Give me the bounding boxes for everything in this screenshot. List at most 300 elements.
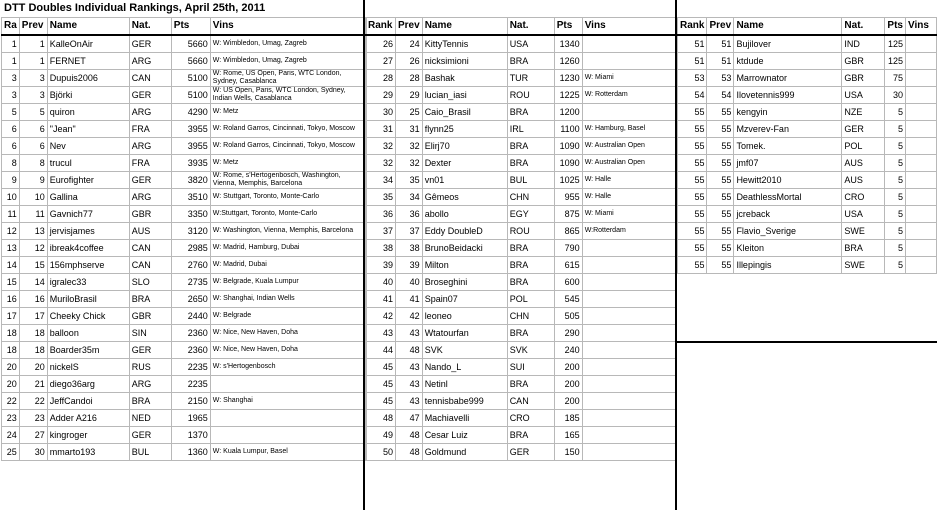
prev-cell: 55 [707, 189, 734, 206]
wins-cell: W: Halle [582, 189, 676, 206]
rank-cell: 29 [366, 87, 396, 104]
rank-cell: 13 [2, 240, 20, 257]
name-cell: Cheeky Chick [47, 308, 129, 325]
table-row [678, 189, 937, 206]
wins-cell [582, 376, 676, 393]
name-cell: Kleiton [734, 240, 842, 257]
prev-cell: 22 [19, 393, 47, 410]
pts-cell: 150 [554, 444, 582, 461]
rank-cell: 30 [366, 104, 396, 121]
name-cell: Eurofighter [47, 172, 129, 189]
prev-cell: 55 [707, 104, 734, 121]
prev-cell: 28 [396, 70, 423, 87]
prev-cell: 35 [396, 172, 423, 189]
table-row [2, 410, 367, 427]
pts-cell: 4290 [171, 104, 210, 121]
rank-cell: 28 [366, 70, 396, 87]
wins-cell: W: Nice, New Haven, Doha [210, 325, 366, 342]
nat-cell: AUS [129, 223, 171, 240]
rank-cell: 35 [366, 189, 396, 206]
pts-cell: 2360 [171, 342, 210, 359]
nat-cell: BUL [129, 444, 171, 461]
pts-cell: 615 [554, 257, 582, 274]
pts-cell: 505 [554, 308, 582, 325]
nat-cell: AUS [842, 172, 885, 189]
table-row [2, 427, 367, 444]
wins-cell [905, 87, 936, 104]
col-rank-header: Rank [366, 18, 396, 36]
nat-cell: BUL [507, 172, 554, 189]
prev-cell: 53 [707, 70, 734, 87]
rank-cell: 43 [366, 325, 396, 342]
wins-cell: W: Wimbledon, Umag, Zagreb [210, 53, 366, 70]
wins-cell [905, 257, 936, 274]
name-cell: Caio_Brasil [422, 104, 507, 121]
pts-cell: 875 [554, 206, 582, 223]
wins-cell [905, 121, 936, 138]
wins-cell [905, 223, 936, 240]
rank-cell: 38 [366, 240, 396, 257]
name-cell: Gêmeos [422, 189, 507, 206]
nat-cell: ARG [129, 189, 171, 206]
nat-cell: CHN [507, 308, 554, 325]
wins-cell [210, 410, 366, 427]
nat-cell: CAN [507, 393, 554, 410]
wins-cell [582, 444, 676, 461]
wins-cell: W: Metz [210, 155, 366, 172]
prev-cell: 51 [707, 53, 734, 70]
nat-cell: GER [129, 35, 171, 53]
table-row [678, 206, 937, 223]
pts-cell: 3510 [171, 189, 210, 206]
nat-cell: ROU [507, 223, 554, 240]
pts-cell: 1225 [554, 87, 582, 104]
nat-cell: SWE [842, 257, 885, 274]
prev-cell: 43 [396, 376, 423, 393]
nat-cell: NZE [842, 104, 885, 121]
rank-cell: 44 [366, 342, 396, 359]
table-row [366, 87, 677, 104]
pts-cell: 790 [554, 240, 582, 257]
name-cell: Adder A216 [47, 410, 129, 427]
prev-cell: 48 [396, 427, 423, 444]
wins-cell: W: Madrid, Hamburg, Dubai [210, 240, 366, 257]
table-row [2, 138, 367, 155]
col-name-header: Name [47, 18, 129, 36]
pts-cell: 5 [885, 257, 906, 274]
name-cell: tennisbabe999 [422, 393, 507, 410]
prev-cell: 47 [396, 410, 423, 427]
prev-cell: 3 [19, 87, 47, 104]
nat-cell: CAN [129, 240, 171, 257]
rank-cell: 22 [2, 393, 20, 410]
prev-cell: 18 [19, 325, 47, 342]
rank-cell: 10 [2, 189, 20, 206]
table-row [2, 104, 367, 121]
rank-cell: 55 [678, 155, 707, 172]
rank-cell: 18 [2, 342, 20, 359]
pts-cell: 165 [554, 427, 582, 444]
wins-cell [905, 70, 936, 87]
table-row [2, 393, 367, 410]
table-row [366, 189, 677, 206]
rank-cell: 3 [2, 87, 20, 104]
nat-cell: CRO [507, 410, 554, 427]
pts-cell: 2985 [171, 240, 210, 257]
table-row [678, 87, 937, 104]
table-row [366, 206, 677, 223]
col-nat-header: Nat. [842, 18, 885, 36]
rank-cell: 27 [366, 53, 396, 70]
pts-cell: 5 [885, 138, 906, 155]
pts-cell: 2760 [171, 257, 210, 274]
wins-cell [905, 138, 936, 155]
nat-cell: BRA [507, 274, 554, 291]
nat-cell: IND [842, 35, 885, 53]
prev-cell: 20 [19, 359, 47, 376]
prev-cell: 30 [19, 444, 47, 461]
wins-cell [210, 376, 366, 393]
rank-cell: 24 [2, 427, 20, 444]
prev-cell: 24 [396, 35, 423, 53]
name-cell: nicksimioni [422, 53, 507, 70]
pts-cell: 30 [885, 87, 906, 104]
pts-cell: 2235 [171, 376, 210, 393]
name-cell: Nando_L [422, 359, 507, 376]
name-cell: vn01 [422, 172, 507, 189]
col-wins-header: Vins [582, 18, 676, 36]
pts-cell: 1100 [554, 121, 582, 138]
wins-cell: W: Belgrade, Kuala Lumpur [210, 274, 366, 291]
rank-cell: 36 [366, 206, 396, 223]
table-row [366, 155, 677, 172]
rank-cell: 49 [366, 427, 396, 444]
table-row [2, 87, 367, 104]
wins-cell: W: s'Hertogenbosch [210, 359, 366, 376]
prev-cell: 51 [707, 35, 734, 53]
wins-cell [582, 240, 676, 257]
wins-cell [582, 427, 676, 444]
table-row [366, 223, 677, 240]
name-cell: Boarder35m [47, 342, 129, 359]
table-row [366, 325, 677, 342]
table-row [678, 155, 937, 172]
table-row [678, 240, 937, 257]
pts-cell: 1260 [554, 53, 582, 70]
prev-cell: 55 [707, 155, 734, 172]
rank-cell: 5 [2, 104, 20, 121]
table-row [2, 274, 367, 291]
nat-cell: NED [129, 410, 171, 427]
name-cell: Marrownator [734, 70, 842, 87]
table-row [678, 104, 937, 121]
pts-cell: 3820 [171, 172, 210, 189]
block-divider [675, 0, 677, 510]
wins-cell: W: Shanghai [210, 393, 366, 410]
col-wins-header: Vins [210, 18, 366, 36]
table-row [366, 342, 677, 359]
nat-cell: BRA [507, 376, 554, 393]
rank-cell: 55 [678, 138, 707, 155]
table-row [678, 172, 937, 189]
prev-cell: 55 [707, 257, 734, 274]
rank-cell: 20 [2, 359, 20, 376]
name-cell: jervisjames [47, 223, 129, 240]
wins-cell: W: Roland Garros, Cincinnati, Tokyo, Moscow [210, 138, 366, 155]
pts-cell: 75 [885, 70, 906, 87]
pts-cell: 3955 [171, 138, 210, 155]
wins-cell [905, 189, 936, 206]
wins-cell: W: Australian Open [582, 155, 676, 172]
table-row [2, 240, 367, 257]
rank-cell: 39 [366, 257, 396, 274]
rank-cell: 42 [366, 308, 396, 325]
wins-cell [582, 53, 676, 70]
prev-cell: 55 [707, 240, 734, 257]
wins-cell: W: Shanghai, Indian Wells [210, 291, 366, 308]
name-cell: Eddy DoubleD [422, 223, 507, 240]
wins-cell [582, 410, 676, 427]
rank-cell: 31 [366, 121, 396, 138]
rank-cell: 16 [2, 291, 20, 308]
block-divider [363, 0, 365, 510]
col-pts-header: Pts [554, 18, 582, 36]
pts-cell: 2150 [171, 393, 210, 410]
prev-cell: 11 [19, 206, 47, 223]
rank-cell: 55 [678, 257, 707, 274]
nat-cell: IRL [507, 121, 554, 138]
wins-cell: W: Kuala Lumpur, Basel [210, 444, 366, 461]
wins-cell: W: Metz [210, 104, 366, 121]
table-row [366, 376, 677, 393]
nat-cell: CAN [129, 257, 171, 274]
wins-cell [905, 172, 936, 189]
rank-cell: 6 [2, 121, 20, 138]
table-row [366, 138, 677, 155]
col-nat-header: Nat. [507, 18, 554, 36]
nat-cell: CHN [507, 189, 554, 206]
pts-cell: 2735 [171, 274, 210, 291]
name-cell: Gavnich77 [47, 206, 129, 223]
rank-cell: 26 [366, 35, 396, 53]
pts-cell: 5100 [171, 70, 210, 87]
pts-cell: 200 [554, 393, 582, 410]
nat-cell: EGY [507, 206, 554, 223]
table-row [2, 342, 367, 359]
rank-cell: 1 [2, 35, 20, 53]
col-nat-header: Nat. [129, 18, 171, 36]
nat-cell: BRA [507, 257, 554, 274]
wins-cell [905, 35, 936, 53]
block-end-line [677, 341, 937, 343]
rank-cell: 23 [2, 410, 20, 427]
table-row [366, 240, 677, 257]
nat-cell: ARG [129, 104, 171, 121]
rank-cell: 55 [678, 104, 707, 121]
wins-cell: W: Madrid, Dubai [210, 257, 366, 274]
wins-cell: W:Stuttgart, Toronto, Monte-Carlo [210, 206, 366, 223]
name-cell: quiron [47, 104, 129, 121]
nat-cell: BRA [507, 155, 554, 172]
name-cell: Goldmund [422, 444, 507, 461]
pts-cell: 5 [885, 121, 906, 138]
nat-cell: GBR [842, 53, 885, 70]
table-row [2, 172, 367, 189]
name-cell: MuriloBrasil [47, 291, 129, 308]
name-cell: Flavio_Sverige [734, 223, 842, 240]
prev-cell: 39 [396, 257, 423, 274]
name-cell: nickelS [47, 359, 129, 376]
wins-cell [582, 342, 676, 359]
prev-cell: 18 [19, 342, 47, 359]
table-row [366, 257, 677, 274]
wins-cell: W: Rotterdam [582, 87, 676, 104]
table-row [366, 35, 677, 53]
pts-cell: 290 [554, 325, 582, 342]
name-cell: FERNET [47, 53, 129, 70]
prev-cell: 12 [19, 240, 47, 257]
nat-cell: USA [507, 35, 554, 53]
table-row [366, 121, 677, 138]
prev-cell: 31 [396, 121, 423, 138]
name-cell: jmf07 [734, 155, 842, 172]
wins-cell: W: Australian Open [582, 138, 676, 155]
col-prev-header: Prev [707, 18, 734, 36]
table-row [2, 223, 367, 240]
rank-cell: 15 [2, 274, 20, 291]
col-pts-header: Pts [171, 18, 210, 36]
prev-cell: 43 [396, 393, 423, 410]
pts-cell: 1025 [554, 172, 582, 189]
table-row [678, 223, 937, 240]
rank-cell: 41 [366, 291, 396, 308]
table-row [678, 35, 937, 53]
pts-cell: 200 [554, 359, 582, 376]
name-cell: jcreback [734, 206, 842, 223]
wins-cell [905, 206, 936, 223]
name-cell: leoneo [422, 308, 507, 325]
rank-cell: 55 [678, 206, 707, 223]
name-cell: Machiavelli [422, 410, 507, 427]
name-cell: Bujilover [734, 35, 842, 53]
table-row [366, 359, 677, 376]
rank-cell: 32 [366, 138, 396, 155]
prev-cell: 55 [707, 172, 734, 189]
prev-cell: 32 [396, 155, 423, 172]
pts-cell: 200 [554, 376, 582, 393]
name-cell: Björki [47, 87, 129, 104]
wins-cell: W: Wimbledon, Umag, Zagreb [210, 35, 366, 53]
nat-cell: BRA [129, 291, 171, 308]
pts-cell: 545 [554, 291, 582, 308]
pts-cell: 3350 [171, 206, 210, 223]
prev-cell: 8 [19, 155, 47, 172]
nat-cell: ARG [129, 138, 171, 155]
prev-cell: 6 [19, 121, 47, 138]
rank-cell: 20 [2, 376, 20, 393]
prev-cell: 40 [396, 274, 423, 291]
pts-cell: 2360 [171, 325, 210, 342]
table-row [678, 53, 937, 70]
rank-cell: 45 [366, 359, 396, 376]
table-row [678, 121, 937, 138]
pts-cell: 1965 [171, 410, 210, 427]
rank-cell: 55 [678, 223, 707, 240]
prev-cell: 15 [19, 257, 47, 274]
nat-cell: BRA [507, 53, 554, 70]
table-row [2, 325, 367, 342]
prev-cell: 9 [19, 172, 47, 189]
prev-cell: 32 [396, 138, 423, 155]
prev-cell: 55 [707, 223, 734, 240]
name-cell: Netinl [422, 376, 507, 393]
col-pts-header: Pts [885, 18, 906, 36]
wins-cell: W: Washington, Vienna, Memphis, Barcelona [210, 223, 366, 240]
prev-cell: 5 [19, 104, 47, 121]
table-row [366, 427, 677, 444]
nat-cell: BRA [507, 104, 554, 121]
table-row [366, 291, 677, 308]
nat-cell: BRA [842, 240, 885, 257]
col-prev-header: Prev [396, 18, 423, 36]
wins-cell: W: Hamburg, Basel [582, 121, 676, 138]
rank-cell: 55 [678, 121, 707, 138]
nat-cell: BRA [507, 138, 554, 155]
prev-cell: 55 [707, 138, 734, 155]
table-row [2, 206, 367, 223]
pts-cell: 5 [885, 223, 906, 240]
wins-cell: W: Rome, US Open, Paris, WTC London, Sydney, Casablanca [210, 70, 366, 87]
pts-cell: 1340 [554, 35, 582, 53]
col-name-header: Name [734, 18, 842, 36]
table-row [2, 53, 367, 70]
pts-cell: 3120 [171, 223, 210, 240]
pts-cell: 600 [554, 274, 582, 291]
rank-cell: 45 [366, 376, 396, 393]
table-row [2, 121, 367, 138]
wins-cell: W: Roland Garros, Cincinnati, Tokyo, Moscow [210, 121, 366, 138]
pts-cell: 955 [554, 189, 582, 206]
prev-cell: 14 [19, 274, 47, 291]
name-cell: Broseghini [422, 274, 507, 291]
nat-cell: GER [129, 427, 171, 444]
nat-cell: POL [507, 291, 554, 308]
nat-cell: TUR [507, 70, 554, 87]
rank-cell: 8 [2, 155, 20, 172]
prev-cell: 10 [19, 189, 47, 206]
wins-cell [582, 359, 676, 376]
nat-cell: SUI [507, 359, 554, 376]
rank-cell: 40 [366, 274, 396, 291]
name-cell: "Jean" [47, 121, 129, 138]
pts-cell: 865 [554, 223, 582, 240]
wins-cell [582, 257, 676, 274]
prev-cell: 38 [396, 240, 423, 257]
table-row [366, 70, 677, 87]
rank-cell: 9 [2, 172, 20, 189]
rank-cell: 32 [366, 155, 396, 172]
name-cell: flynn25 [422, 121, 507, 138]
pts-cell: 2440 [171, 308, 210, 325]
pts-cell: 2650 [171, 291, 210, 308]
table-row [678, 70, 937, 87]
pts-cell: 1200 [554, 104, 582, 121]
table-row [366, 274, 677, 291]
rank-cell: 1 [2, 53, 20, 70]
nat-cell: USA [842, 87, 885, 104]
rank-cell: 48 [366, 410, 396, 427]
pts-cell: 5100 [171, 87, 210, 104]
